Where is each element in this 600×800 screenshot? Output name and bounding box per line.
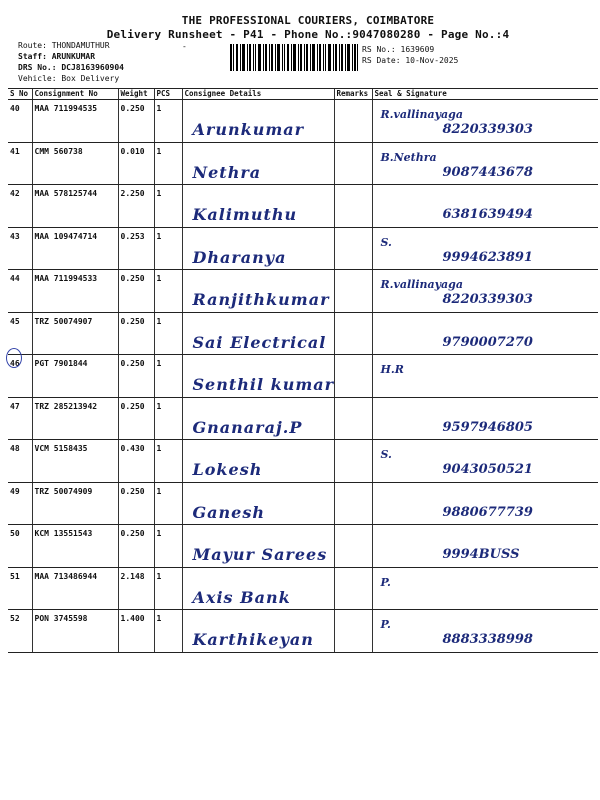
- row-consignment-no: PON 3745598: [32, 610, 118, 653]
- col-header-pcs: PCS: [154, 89, 182, 100]
- row-seal-signature: [372, 142, 598, 185]
- handwritten-consignee-name: Ganesh: [192, 502, 265, 522]
- row-weight: 2.148: [118, 567, 154, 610]
- barcode-image: [230, 44, 358, 71]
- row-consignment-no: VCM 5158435: [32, 440, 118, 483]
- handwritten-consignee-name: Kalimuthu: [192, 205, 298, 224]
- handwritten-consignee-name: Axis Bank: [192, 587, 291, 607]
- table-header-row: [8, 89, 598, 100]
- row-sno: 43: [8, 227, 32, 270]
- handwritten-consignee-name: Gnanaraj.P: [192, 417, 303, 437]
- row-weight: 1.400: [118, 610, 154, 653]
- row-consignment-no: MAA 713486944: [32, 567, 118, 610]
- row-consignment-no: TRZ 50074909: [32, 482, 118, 525]
- row-sno: 49: [8, 482, 32, 525]
- row-remarks: [334, 312, 372, 355]
- row-weight: 0.250: [118, 482, 154, 525]
- route-label: Route: THONDAMUTHUR: [18, 41, 110, 50]
- col-header-seal-signature: Seal & Signature: [372, 89, 598, 100]
- row-consignment-no: PGT 7901844: [32, 355, 118, 398]
- row-sno: 42: [8, 185, 32, 228]
- handwritten-phone: 8220339303: [442, 122, 533, 137]
- row-consignment-no: MAA 711994535: [32, 100, 118, 143]
- row-consignee: [182, 100, 334, 143]
- row-consignee: [182, 610, 334, 653]
- row-remarks: [334, 100, 372, 143]
- row-consignee: [182, 355, 334, 398]
- row-remarks: [334, 355, 372, 398]
- handwritten-consignee-name: Ranjithkumar: [192, 290, 330, 309]
- row-remarks: [334, 185, 372, 228]
- row-remarks: [334, 482, 372, 525]
- handwritten-phone: 9087443678: [442, 164, 533, 180]
- row-seal-signature: [372, 610, 598, 653]
- drs-label: DRS No.: DCJ8163960904: [18, 63, 124, 72]
- runsheet-meta: [18, 40, 124, 84]
- row-seal-signature: [372, 355, 598, 398]
- row-seal-signature: [372, 397, 598, 440]
- handwritten-phone: 6381639494: [442, 207, 533, 222]
- row-pcs: 1: [154, 355, 182, 398]
- handwritten-phone: 9994623891: [442, 249, 533, 265]
- row-remarks: [334, 270, 372, 313]
- row-consignment-no: TRZ 50074907: [32, 312, 118, 355]
- handwritten-phone: 9880677739: [442, 504, 533, 520]
- row-pcs: 1: [154, 482, 182, 525]
- handwritten-consignee-name: Lokesh: [192, 460, 263, 479]
- row-weight: 0.250: [118, 100, 154, 143]
- row-consignee: [182, 142, 334, 185]
- runsheet-subtitle: Delivery Runsheet - P41 - Phone No.:9047080280 - Page No.:4: [106, 28, 510, 41]
- row-seal-signature: [372, 482, 598, 525]
- row-remarks: [334, 440, 372, 483]
- col-header-sno: S No: [8, 89, 32, 100]
- table-row: [8, 185, 598, 228]
- table-row: [8, 355, 598, 398]
- row-weight: 0.253: [118, 227, 154, 270]
- handwritten-phone: 8883338998: [442, 632, 533, 647]
- table-row: [8, 100, 598, 143]
- row-sno: 51: [8, 567, 32, 610]
- row-seal-signature: [372, 270, 598, 313]
- table-row: [8, 482, 598, 525]
- row-sno: 44: [8, 270, 32, 313]
- row-consignment-no: KCM 13551543: [32, 525, 118, 568]
- row-sno: 46: [8, 355, 32, 398]
- row-pcs: 1: [154, 270, 182, 313]
- table-row: [8, 227, 598, 270]
- row-weight: 0.250: [118, 270, 154, 313]
- handwritten-consignee-name: Sai Electrical: [192, 332, 327, 352]
- row-consignment-no: MAA 578125744: [32, 185, 118, 228]
- row-pcs: 1: [154, 610, 182, 653]
- row-sno: 52: [8, 610, 32, 653]
- table-body: [8, 100, 598, 653]
- table-row: [8, 270, 598, 313]
- row-pcs: 1: [154, 227, 182, 270]
- handwritten-phone: 9994BUSS: [442, 547, 520, 562]
- table-row: [8, 567, 598, 610]
- handwritten-phone: 8220339303: [442, 292, 533, 307]
- handwritten-signature: S.: [380, 448, 392, 461]
- handwritten-consignee-name: Arunkumar: [192, 120, 305, 139]
- row-consignee: [182, 440, 334, 483]
- handwritten-consignee-name: Nethra: [192, 162, 262, 182]
- row-sno: 48: [8, 440, 32, 483]
- row-pcs: 1: [154, 440, 182, 483]
- row-consignment-no: CMM 560738: [32, 142, 118, 185]
- col-header-weight: Weight: [118, 89, 154, 100]
- row-consignee: [182, 270, 334, 313]
- row-pcs: 1: [154, 567, 182, 610]
- vehicle-label: Vehicle: Box Delivery: [18, 74, 120, 83]
- row-sno: 50: [8, 525, 32, 568]
- table-row: [8, 142, 598, 185]
- row-weight: 0.250: [118, 397, 154, 440]
- handwritten-consignee-name: Mayur Sarees: [192, 545, 328, 564]
- table-row: [8, 440, 598, 483]
- table-row: [8, 397, 598, 440]
- handwritten-signature: H.R: [380, 363, 404, 376]
- row-consignee: [182, 227, 334, 270]
- row-pcs: 1: [154, 397, 182, 440]
- row-seal-signature: [372, 312, 598, 355]
- col-header-consignee: Consignee Details: [182, 89, 334, 100]
- row-sno: 47: [8, 397, 32, 440]
- row-seal-signature: [372, 227, 598, 270]
- handwritten-consignee-name: Karthikeyan: [192, 630, 314, 649]
- pen-mark: -: [182, 42, 187, 51]
- rs-info: [362, 44, 458, 66]
- row-pcs: 1: [154, 525, 182, 568]
- pen-circle-mark: [6, 348, 22, 368]
- row-weight: 0.250: [118, 355, 154, 398]
- row-seal-signature: [372, 440, 598, 483]
- row-consignee: [182, 397, 334, 440]
- handwritten-consignee-name: Dharanya: [192, 247, 287, 267]
- handwritten-phone: 9043050521: [442, 462, 533, 477]
- table-row: [8, 525, 598, 568]
- row-consignment-no: MAA 711994533: [32, 270, 118, 313]
- handwritten-signature: P.: [380, 575, 391, 589]
- row-weight: 0.250: [118, 312, 154, 355]
- row-remarks: [334, 142, 372, 185]
- row-consignee: [182, 525, 334, 568]
- row-weight: 0.250: [118, 525, 154, 568]
- table-row: [8, 312, 598, 355]
- rs-date: RS Date: 10-Nov-2025: [362, 56, 459, 65]
- handwritten-signature: S.: [380, 235, 392, 249]
- row-seal-signature: [372, 185, 598, 228]
- row-remarks: [334, 227, 372, 270]
- row-remarks: [334, 397, 372, 440]
- company-title: THE PROFESSIONAL COURIERS, COIMBATORE: [181, 14, 435, 27]
- row-seal-signature: [372, 567, 598, 610]
- handwritten-phone: 9790007270: [442, 334, 533, 350]
- staff-label: Staff: ARUNKUMAR: [18, 52, 96, 61]
- handwritten-signature: R.vallinayaga: [380, 108, 463, 121]
- row-seal-signature: [372, 100, 598, 143]
- row-consignee: [182, 312, 334, 355]
- handwritten-consignee-name: Senthil kumar: [192, 375, 335, 394]
- row-pcs: 1: [154, 185, 182, 228]
- handwritten-phone: 9597946805: [442, 419, 533, 435]
- row-pcs: 1: [154, 142, 182, 185]
- row-remarks: [334, 567, 372, 610]
- row-sno: 45: [8, 312, 32, 355]
- row-pcs: 1: [154, 100, 182, 143]
- row-remarks: [334, 525, 372, 568]
- row-seal-signature: [372, 525, 598, 568]
- row-sno: 40: [8, 100, 32, 143]
- row-consignment-no: TRZ 285213942: [32, 397, 118, 440]
- row-consignee: [182, 185, 334, 228]
- row-consignee: [182, 482, 334, 525]
- table-row: [8, 610, 598, 653]
- row-weight: 0.010: [118, 142, 154, 185]
- handwritten-signature: R.vallinayaga: [380, 278, 463, 291]
- handwritten-signature: P.: [380, 618, 391, 631]
- rs-number: RS No.: 1639609: [362, 45, 435, 54]
- row-sno: 41: [8, 142, 32, 185]
- col-header-consignment: Consignment No: [32, 89, 118, 100]
- col-header-remarks: Remarks: [334, 89, 372, 100]
- row-remarks: [334, 610, 372, 653]
- row-consignee: [182, 567, 334, 610]
- row-consignment-no: MAA 109474714: [32, 227, 118, 270]
- handwritten-signature: B.Nethra: [380, 150, 437, 164]
- runsheet-table: [8, 88, 598, 653]
- row-weight: 0.430: [118, 440, 154, 483]
- row-weight: 2.250: [118, 185, 154, 228]
- row-pcs: 1: [154, 312, 182, 355]
